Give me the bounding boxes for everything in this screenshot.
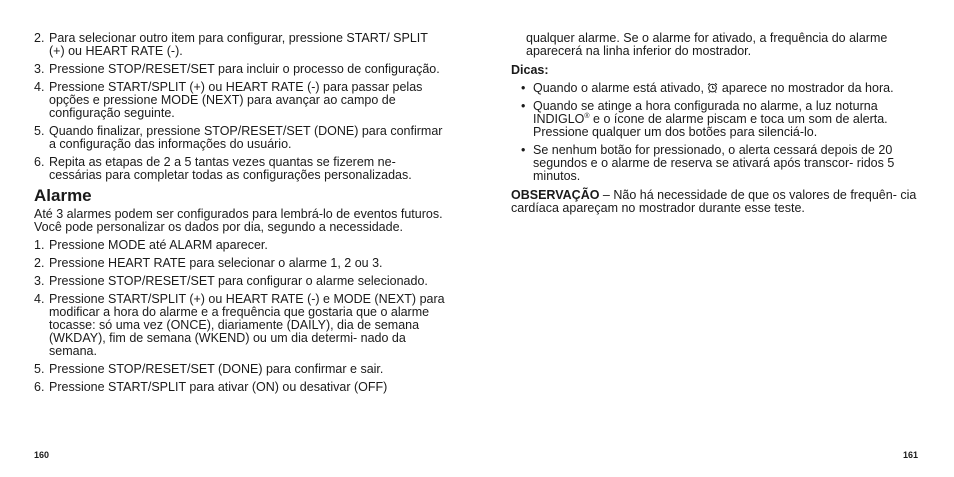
alarm-intro: Até 3 alarmes podem ser configurados para lembrá-lo de eventos futuros. Você pode personalizar os dados por dia, segundo a necessidade. [34,207,443,234]
right-page [477,0,954,477]
step-number: 6. [34,380,45,394]
step-continuation: qualquer alarme. Se o alarme for ativado, a frequência do alarme aparecerá na linha inferior do mostrador. [526,31,888,58]
tip-text-before-icon: Quando o alarme está ativado, [533,81,704,95]
numbered-step [34,156,446,182]
step-number: 4. [34,80,45,94]
step-text: Pressione START/SPLIT (+) ou HEART RATE (-) e MODE (NEXT) para modificar a hora do alarme e a frequência que gostaria que o alarme tocasse: só uma vez (ONCE), diariamente (DAILY), dia de semana (WKDAY), fim de semana (WKEND) ou um dia determi- nado da semana. [49,292,445,358]
tip-item [511,82,921,95]
step-number: 5. [34,124,45,138]
bullet-marker: • [521,81,526,95]
step-text: Pressione MODE até ALARM aparecer. [49,238,268,252]
note-label: OBSERVAÇÃO [511,188,600,202]
user-setup-steps [34,32,446,182]
step-text: Pressione STOP/RESET/SET para configurar o alarme selecionado. [49,274,428,288]
step-number: 3. [34,274,45,288]
numbered-step [34,293,446,358]
tip-item [511,100,921,139]
step-text: Repita as etapas de 2 a 5 tantas vezes quantas se fizerem ne- cessárias para completar todas as configurações personalizadas. [49,155,412,182]
tips-heading: Dicas: [511,63,549,77]
step-text: Pressione START/SPLIT (+) ou HEART RATE (-) para passar pelas opções e pressione MODE (NEXT) para avançar ao campo de configuração seguinte. [49,80,423,120]
numbered-step [34,125,446,151]
numbered-step [34,81,446,120]
alarm-steps [34,239,446,394]
right-page-content [511,32,921,220]
page-number-right: 161 [902,450,918,460]
tip-item [511,144,921,183]
registered-mark: ® [584,112,590,120]
tip-text-after-icon: aparece no mostrador da hora. [721,81,894,95]
numbered-step [34,381,446,394]
numbered-step [34,363,446,376]
numbered-step [34,257,446,270]
step-number: 2. [34,256,45,270]
tip-text: Se nenhum botão for pressionado, o alerta cessará depois de 20 segundos e o alarme de reserva se ativará após transcor- ridos 5 minutos. [533,143,895,183]
alarm-clock-icon [707,82,718,93]
step-number: 3. [34,62,45,76]
bullet-marker: • [521,143,526,157]
step-text: Pressione HEART RATE para selecionar o alarme 1, 2 ou 3. [49,256,383,270]
numbered-step [34,32,446,58]
step-number: 5. [34,362,45,376]
step-number: 6. [34,155,45,169]
numbered-step [34,63,446,76]
page-number-left: 160 [34,450,50,460]
step-text: Quando finalizar, pressione STOP/RESET/SET (DONE) para confirmar a configuração das informações do usuário. [49,124,443,151]
numbered-step [34,239,446,252]
step-text: Pressione STOP/RESET/SET para incluir o processo de configuração. [49,62,440,76]
step-text: Para selecionar outro item para configurar, pressione START/ SPLIT (+) ou HEART RATE (-). [49,31,428,58]
tip-text: Quando se atinge a hora configurada no alarme, a luz noturna INDIGLO [533,99,878,126]
note-text: – Não há necessidade de que os valores de frequên- cia cardíaca apareçam no mostrador durante esse teste. [511,188,917,215]
step-text: Pressione STOP/RESET/SET (DONE) para confirmar e sair. [49,362,384,376]
tip-text-continued: e o ícone de alarme piscam e toca um som de alerta. Pressione qualquer um dos botões para silenciá-lo. [533,112,888,139]
alarm-heading: Alarme [34,186,92,205]
numbered-step [34,275,446,288]
step-number: 1. [34,238,45,252]
step-text: Pressione START/SPLIT para ativar (ON) ou desativar (OFF) [49,380,388,394]
note-paragraph [511,189,921,215]
bullet-marker: • [521,99,526,113]
step-number: 2. [34,31,45,45]
step-number: 4. [34,292,45,306]
left-page-content [34,32,446,399]
